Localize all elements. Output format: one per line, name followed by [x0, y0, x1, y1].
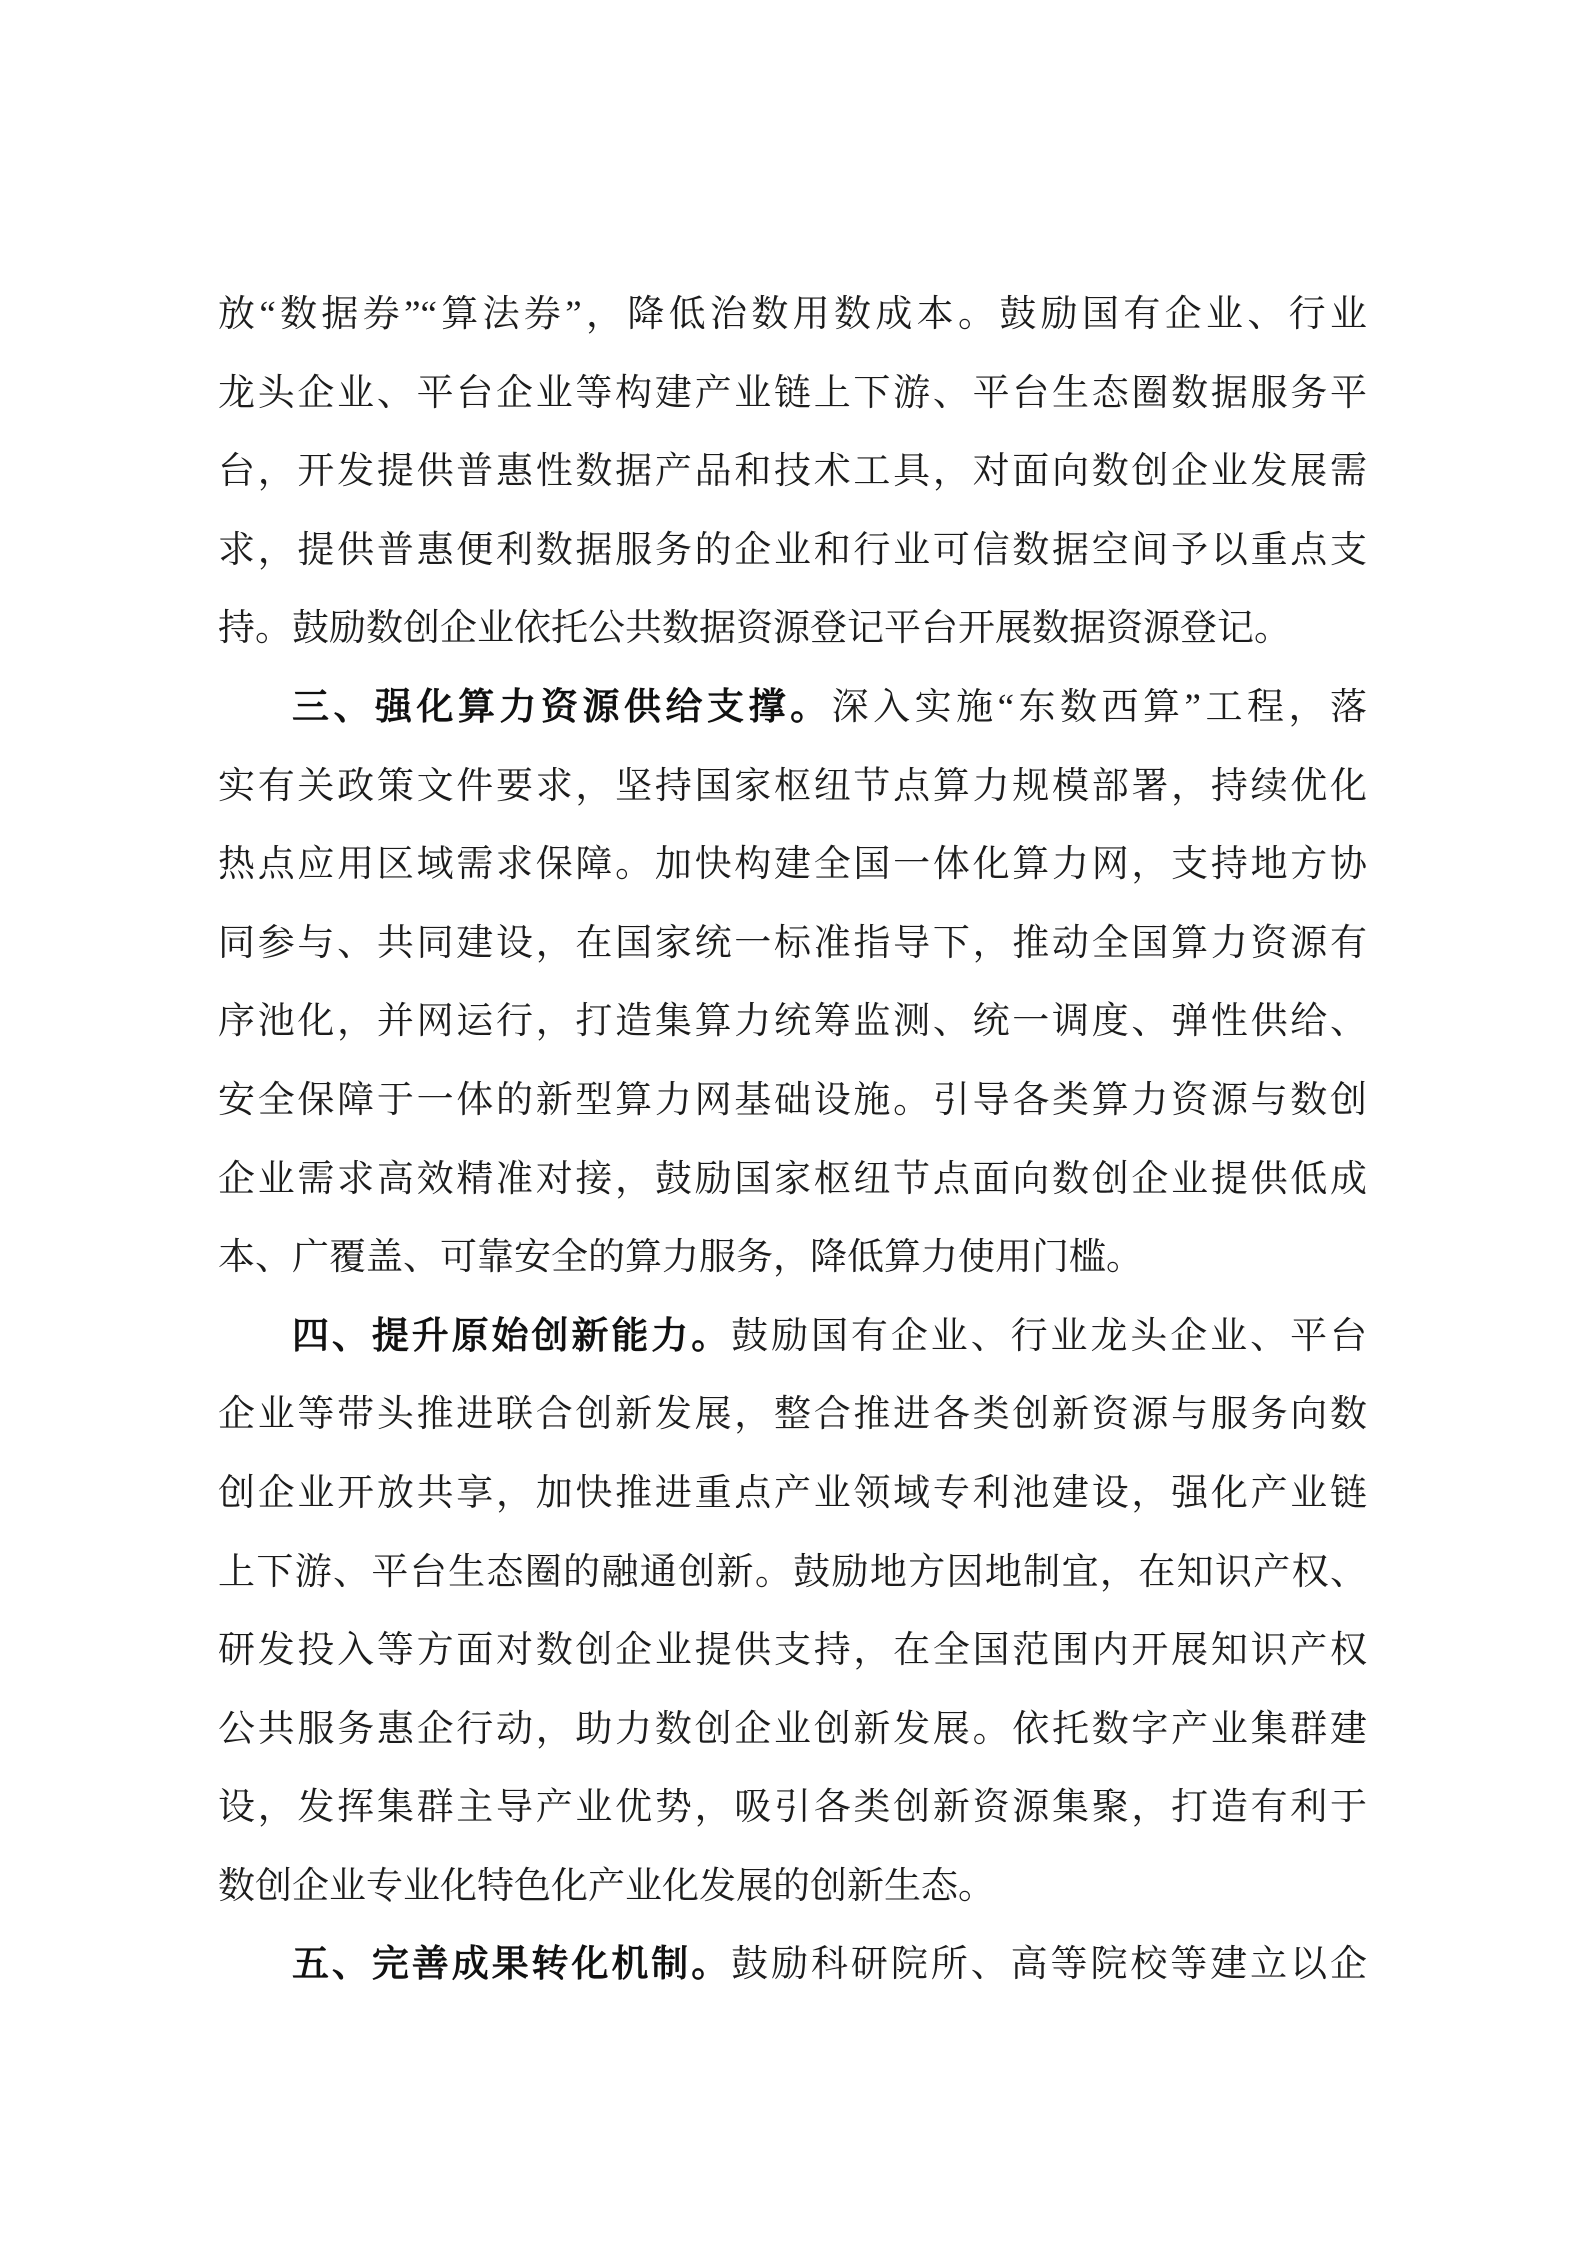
text-line: [218, 825, 1367, 904]
text-line: [218, 1218, 1367, 1297]
body-text: 求，提供普惠便利数据服务的企业和行业可信数据空间予以重点支: [218, 529, 1367, 571]
body-text: 企业需求高效精准对接，鼓励国家枢纽节点面向数创企业提供低成: [218, 1158, 1367, 1200]
text-line: [218, 354, 1367, 433]
text-line: [218, 511, 1367, 590]
body-text: 公共服务惠企行动，助力数创企业创新发展。依托数字产业集群建: [218, 1708, 1367, 1750]
body-text: 研发投入等方面对数创企业提供支持，在全国范围内开展知识产权: [218, 1630, 1367, 1672]
body-text: 创企业开放共享，加快推进重点产业领域专利池建设，强化产业链: [218, 1472, 1367, 1514]
body-text: 持。鼓励数创企业依托公共数据资源登记平台开展数据资源登记。: [218, 608, 1291, 650]
text-line: [218, 432, 1367, 511]
document-body: [218, 275, 1367, 2004]
text-line: [218, 275, 1367, 354]
body-text: 深入实施“东数西算”工程，落: [831, 686, 1367, 728]
body-text: 实有关政策文件要求，坚持国家枢纽节点算力规模部署，持续优化: [218, 765, 1367, 807]
body-text: 龙头企业、平台企业等构建产业链上下游、平台生态圈数据服务平: [218, 372, 1367, 414]
body-text: 鼓励国有企业、行业龙头企业、平台: [731, 1315, 1368, 1357]
text-line: [218, 1140, 1367, 1219]
text-line: [218, 1611, 1367, 1690]
section-3-heading: 三、强化算力资源供给支撑。: [292, 685, 832, 727]
body-text: 本、广覆盖、可靠安全的算力服务，降低算力使用门槛。: [218, 1237, 1143, 1279]
text-line: [218, 1690, 1367, 1769]
section-5-heading: 五、完善成果转化机制。: [292, 1943, 732, 1985]
body-text: 设，发挥集群主导产业优势，吸引各类创新资源集聚，打造有利于: [218, 1787, 1367, 1829]
text-line: [218, 982, 1367, 1061]
text-line: [218, 1375, 1367, 1454]
body-text: 台，开发提供普惠性数据产品和技术工具，对面向数创企业发展需: [218, 451, 1367, 493]
text-line: [218, 1061, 1367, 1140]
body-text: 上下游、平台生态圈的融通创新。鼓励地方因地制宜，在知识产权、: [218, 1551, 1367, 1593]
text-line-section-5: [218, 1925, 1367, 2004]
body-text: 同参与、共同建设，在国家统一标准指导下，推动全国算力资源有: [218, 922, 1367, 964]
text-line-section-4: [218, 1297, 1367, 1376]
text-line: [218, 1454, 1367, 1533]
text-line: [218, 1768, 1367, 1847]
body-text: 安全保障于一体的新型算力网基础设施。引导各类算力资源与数创: [218, 1079, 1367, 1121]
text-line: [218, 904, 1367, 983]
body-text: 序池化，并网运行，打造集算力统筹监测、统一调度、弹性供给、: [218, 1001, 1367, 1043]
body-text: 放“数据券”“算法券”，降低治数用数成本。鼓励国有企业、行业: [218, 294, 1367, 335]
body-text: 鼓励科研院所、高等院校等建立以企: [731, 1944, 1368, 1986]
text-line: [218, 1847, 1367, 1926]
text-line: [218, 1533, 1367, 1612]
body-text: 企业等带头推进联合创新发展，整合推进各类创新资源与服务向数: [218, 1394, 1367, 1436]
text-line-section-3: [218, 668, 1367, 747]
text-line: [218, 589, 1367, 668]
section-4-heading: 四、提升原始创新能力。: [292, 1314, 732, 1356]
body-text: 数创企业专业化特色化产业化发展的创新生态。: [218, 1865, 995, 1907]
body-text: 热点应用区域需求保障。加快构建全国一体化算力网，支持地方协: [218, 844, 1367, 886]
text-line: [218, 747, 1367, 826]
